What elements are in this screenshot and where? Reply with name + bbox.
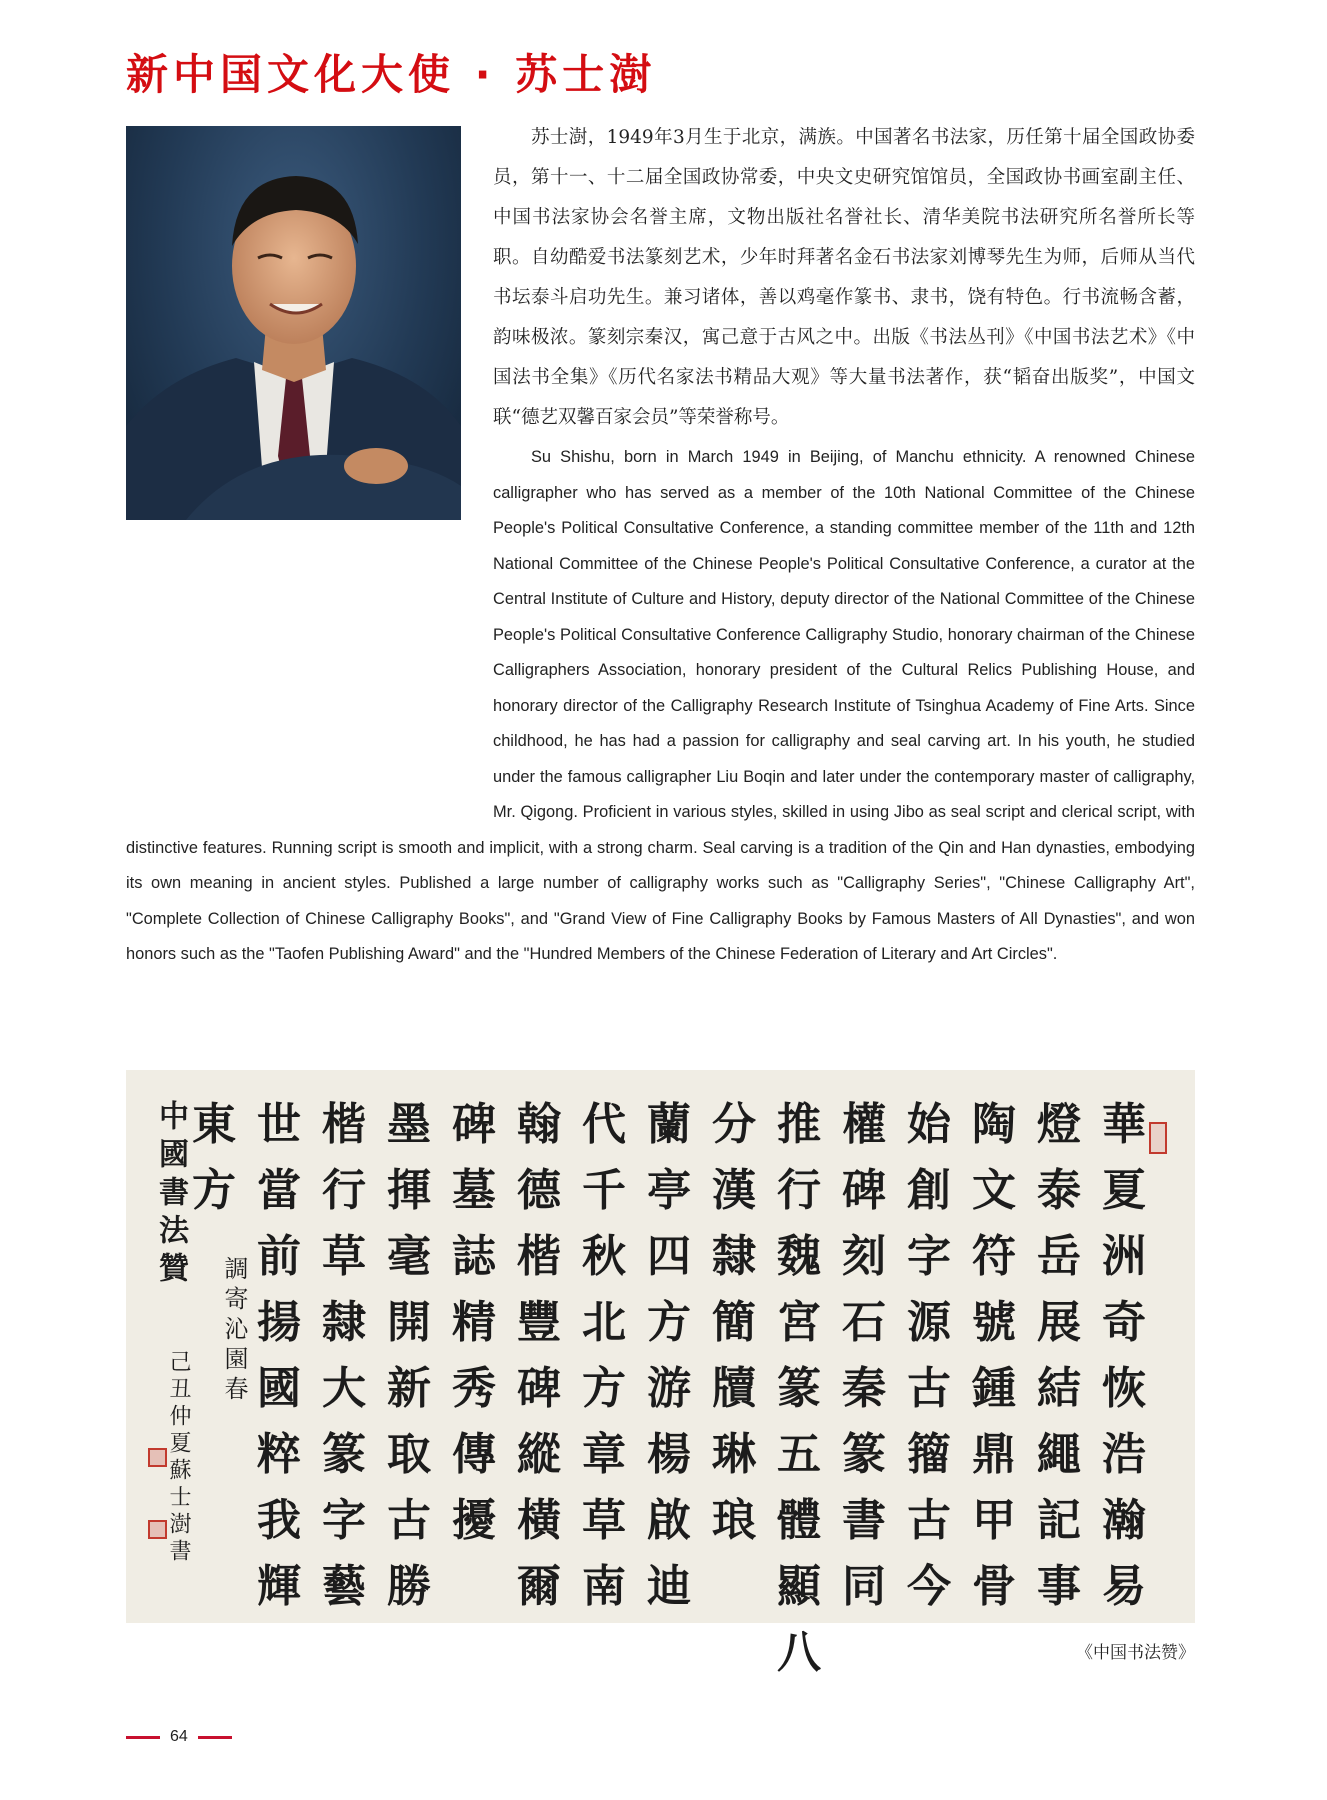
- calligraphy-character: 楷: [517, 1231, 561, 1282]
- calligraphy-character: 鼎: [972, 1429, 1016, 1480]
- calligraphy-character: 勝: [387, 1561, 431, 1612]
- calligraphy-character: 方: [582, 1363, 626, 1414]
- calligraphy-character: 號: [972, 1297, 1016, 1348]
- calligraphy-column: [1028, 1092, 1090, 1612]
- calligraphy-character: 啟: [647, 1495, 691, 1546]
- calligraphy-character: 隸: [712, 1231, 756, 1282]
- calligraphy-character: 開: [387, 1297, 431, 1348]
- calligraphy-character: 繩: [1037, 1429, 1081, 1480]
- artwork-signature: 己丑仲夏蘇士澍書: [166, 1350, 191, 1566]
- calligraphy-column: [768, 1092, 830, 1678]
- calligraphy-character: 取: [387, 1429, 431, 1480]
- calligraphy-character: 輝: [257, 1561, 301, 1612]
- calligraphy-character: 骨: [972, 1561, 1016, 1612]
- calligraphy-character: 瀚: [1102, 1495, 1146, 1546]
- calligraphy-character: 代: [582, 1099, 626, 1150]
- calligraphy-character: 記: [1037, 1495, 1081, 1546]
- calligraphy-character: 符: [972, 1231, 1016, 1282]
- calligraphy-character: 蘭: [647, 1099, 691, 1150]
- calligraphy-character: 鍾: [972, 1363, 1016, 1414]
- calligraphy-character: 易: [1102, 1561, 1146, 1612]
- bio-english: Su Shishu, born in March 1949 in Beijing, of Manchu ethnicity. A renowned Chinese calligrapher who has served as a member of the 10th National Committee of the Chinese People's Political Consultative Conference, a standing committee member of the 11th and 12th National Committee of the Chinese People's Political Consultative Conference, a curator at the Central Institute of Culture and History, deputy director of the National Committee of the Chinese People's Political Consultative Conference Calligraphy Studio, honorary chairman of the Chinese Calligraphers Association, honorary president of the Cultural Relics Publishing House, and honorary director of the Calligraphy Research Institute of Tsinghua Academy of Fine Arts. Since childhood, he has had a passion for calligraphy and seal carving art. In his youth, he studied under the famous calligrapher Liu Boqin and later under the contemporary master of calligraphy, Mr. Qigong. Proficient in various styles, skilled in using Jibo as seal script and clerical script, with distinctive features. Running script is smooth and implicit, with a strong charm. Seal carving is a tradition of the Qin and Han dynasties, embodying its own meaning in ancient styles. Published a large number of calligraphy works such as "Calligraphy Series", "Chinese Calligraphy Art", "Complete Collection of Chinese Calligraphy Books", and "Grand View of Fine Calligraphy Books by Famous Masters of All Dynasties", and won honors such as the "Taofen Publishing Award" and the "Hundred Members of the Chinese Federation of Literary and Art Circles".: [126, 448, 1195, 963]
- calligraphy-character: 四: [647, 1231, 691, 1282]
- calligraphy-character: 碑: [842, 1165, 886, 1216]
- calligraphy-character: 秋: [582, 1231, 626, 1282]
- calligraphy-character: 篆: [842, 1429, 886, 1480]
- calligraphy-character: 當: [257, 1165, 301, 1216]
- calligraphy-character: 迪: [647, 1561, 691, 1612]
- calligraphy-character: 楷: [322, 1099, 366, 1150]
- seal-stamp: [148, 1520, 167, 1539]
- calligraphy-character: 漢: [712, 1165, 756, 1216]
- page-number: 64: [170, 1728, 188, 1745]
- calligraphy-character: 琅: [712, 1495, 756, 1546]
- calligraphy-character: 千: [582, 1165, 626, 1216]
- calligraphy-character: 秦: [842, 1363, 886, 1414]
- calligraphy-character: 豐: [517, 1297, 561, 1348]
- calligraphy-character: 墨: [387, 1099, 431, 1150]
- calligraphy-column: [963, 1092, 1025, 1612]
- calligraphy-character: 五: [777, 1429, 821, 1480]
- calligraphy-character: 篆: [777, 1363, 821, 1414]
- calligraphy-character: 同: [842, 1561, 886, 1612]
- calligraphy-character: 東: [192, 1099, 236, 1150]
- calligraphy-character: 大: [322, 1363, 366, 1414]
- calligraphy-character: 今: [907, 1561, 951, 1612]
- calligraphy-character: 魏: [777, 1231, 821, 1282]
- artwork-title-inscription: 中國書法贊: [153, 1100, 188, 1290]
- calligraphy-character: 德: [517, 1165, 561, 1216]
- calligraphy-character: 毫: [387, 1231, 431, 1282]
- seal-stamp: [148, 1448, 167, 1467]
- calligraphy-character: 篆: [322, 1429, 366, 1480]
- calligraphy-character: 陶: [972, 1099, 1016, 1150]
- calligraphy-character: 推: [777, 1099, 821, 1150]
- calligraphy-character: 行: [322, 1165, 366, 1216]
- calligraphy-character: 隸: [322, 1297, 366, 1348]
- calligraphy-character: 結: [1037, 1363, 1081, 1414]
- calligraphy-character: 始: [907, 1099, 951, 1150]
- calligraphy-character: 楊: [647, 1429, 691, 1480]
- calligraphy-character: 權: [842, 1099, 886, 1150]
- calligraphy-character: 琳: [712, 1429, 756, 1480]
- text-wrap-spacer: [126, 440, 493, 802]
- calligraphy-character: 行: [777, 1165, 821, 1216]
- calligraphy-character: 墓: [452, 1165, 496, 1216]
- calligraphy-column: [443, 1092, 505, 1602]
- bio-english-block: [126, 440, 1195, 973]
- calligraphy-character: 書: [842, 1495, 886, 1546]
- calligraphy-character: 碑: [517, 1363, 561, 1414]
- calligraphy-character: 岳: [1037, 1231, 1081, 1282]
- calligraphy-character: 牘: [712, 1363, 756, 1414]
- artwork-caption: 《中国书法赞》: [1076, 1643, 1195, 1663]
- calligraphy-character: 石: [842, 1297, 886, 1348]
- calligraphy-character: 源: [907, 1297, 951, 1348]
- calligraphy-character: 揮: [387, 1165, 431, 1216]
- calligraphy-character: 亭: [647, 1165, 691, 1216]
- calligraphy-character: 事: [1037, 1561, 1081, 1612]
- calligraphy-character: 北: [582, 1297, 626, 1348]
- calligraphy-character: 古: [907, 1363, 951, 1414]
- calligraphy-character: 奇: [1102, 1297, 1146, 1348]
- seal-stamp-top: [1149, 1122, 1167, 1154]
- calligraphy-character: 體: [777, 1495, 821, 1546]
- calligraphy-character: 粹: [257, 1429, 301, 1480]
- calligraphy-character: 展: [1037, 1297, 1081, 1348]
- calligraphy-character: 縱: [517, 1429, 561, 1480]
- calligraphy-character: 文: [972, 1165, 1016, 1216]
- calligraphy-column: [573, 1092, 635, 1612]
- calligraphy-column: [833, 1092, 895, 1612]
- calligraphy-character: 方: [192, 1165, 236, 1216]
- calligraphy-character: 游: [647, 1363, 691, 1414]
- calligraphy-character: 宮: [777, 1297, 821, 1348]
- calligraphy-character: 夏: [1102, 1165, 1146, 1216]
- calligraphy-character: 世: [257, 1099, 301, 1150]
- calligraphy-character: 南: [582, 1561, 626, 1612]
- calligraphy-character: 秀: [452, 1363, 496, 1414]
- calligraphy-character: 我: [257, 1495, 301, 1546]
- calligraphy-character: 恢: [1102, 1363, 1146, 1414]
- calligraphy-character: 顯: [777, 1561, 821, 1612]
- calligraphy-character: 字: [322, 1495, 366, 1546]
- calligraphy-character: 泰: [1037, 1165, 1081, 1216]
- calligraphy-character: 前: [257, 1231, 301, 1282]
- calligraphy-character: 碑: [452, 1099, 496, 1150]
- calligraphy-character: 籀: [907, 1429, 951, 1480]
- calligraphy-character: 新: [387, 1363, 431, 1414]
- calligraphy-column: [248, 1092, 310, 1612]
- calligraphy-character: 揚: [257, 1297, 301, 1348]
- calligraphy-character: 字: [907, 1231, 951, 1282]
- footer-rule-right: [198, 1736, 232, 1739]
- calligraphy-character: 翰: [517, 1099, 561, 1150]
- calligraphy-column: [508, 1092, 570, 1612]
- calligraphy-character: 甲: [972, 1495, 1016, 1546]
- calligraphy-column: [703, 1092, 765, 1602]
- calligraphy-column: [378, 1092, 440, 1612]
- calligraphy-character: 國: [257, 1363, 301, 1414]
- calligraphy-character: 創: [907, 1165, 951, 1216]
- calligraphy-column: [1093, 1092, 1155, 1612]
- page-title: 新中国文化大使 · 苏士澍: [126, 50, 657, 99]
- calligraphy-character: 爾: [517, 1561, 561, 1612]
- calligraphy-character: 誌: [452, 1231, 496, 1282]
- calligraphy-character: 方: [647, 1297, 691, 1348]
- calligraphy-character: 精: [452, 1297, 496, 1348]
- page-footer: [126, 1728, 232, 1746]
- calligraphy-character: 簡: [712, 1297, 756, 1348]
- calligraphy-character: 草: [582, 1495, 626, 1546]
- calligraphy-character: 章: [582, 1429, 626, 1480]
- calligraphy-character: 洲: [1102, 1231, 1146, 1282]
- calligraphy-character: 分: [712, 1099, 756, 1150]
- footer-rule-left: [126, 1736, 160, 1739]
- calligraphy-character: 燈: [1037, 1099, 1081, 1150]
- calligraphy-character: 華: [1102, 1099, 1146, 1150]
- calligraphy-column: [898, 1092, 960, 1612]
- calligraphy-character: 藝: [322, 1561, 366, 1612]
- calligraphy-character: 浩: [1102, 1429, 1146, 1480]
- calligraphy-column: [638, 1092, 700, 1612]
- calligraphy-character: 橫: [517, 1495, 561, 1546]
- calligraphy-character: 古: [907, 1495, 951, 1546]
- calligraphy-character: 刻: [842, 1231, 886, 1282]
- bio-chinese: 苏士澍，1949年3月生于北京，满族。中国著名书法家，历任第十届全国政协委员，第十一、十二届全国政协常委，中央文史研究馆馆员，全国政协书画室副主任、中国书法家协会名誉主席，文物出版社名誉社长、清华美院书法研究所名誉所长等职。自幼酷爱书法篆刻艺术，少年时拜著名金石书法家刘博琴先生为师，后师从当代书坛泰斗启功先生。兼习诸体，善以鸡毫作篆书、隶书，饶有特色。行书流畅含蓄，韵味极浓。篆刻宗秦汉，寓己意于古风之中。出版《书法丛刊》《中国书法艺术》《中国法书全集》《历代名家法书精品大观》等大量书法著作，获“韬奋出版奖”，中国文联“德艺双馨百家会员”等荣誉称号。: [493, 127, 1195, 428]
- artwork-subtitle-inscription: 調寄沁園春: [220, 1256, 248, 1406]
- calligraphy-character: 擾: [452, 1495, 496, 1546]
- calligraphy-character: 八: [777, 1627, 821, 1678]
- calligraphy-character: 草: [322, 1231, 366, 1282]
- calligraphy-character: 傳: [452, 1429, 496, 1480]
- calligraphy-character: 古: [387, 1495, 431, 1546]
- calligraphy-column: [313, 1092, 375, 1612]
